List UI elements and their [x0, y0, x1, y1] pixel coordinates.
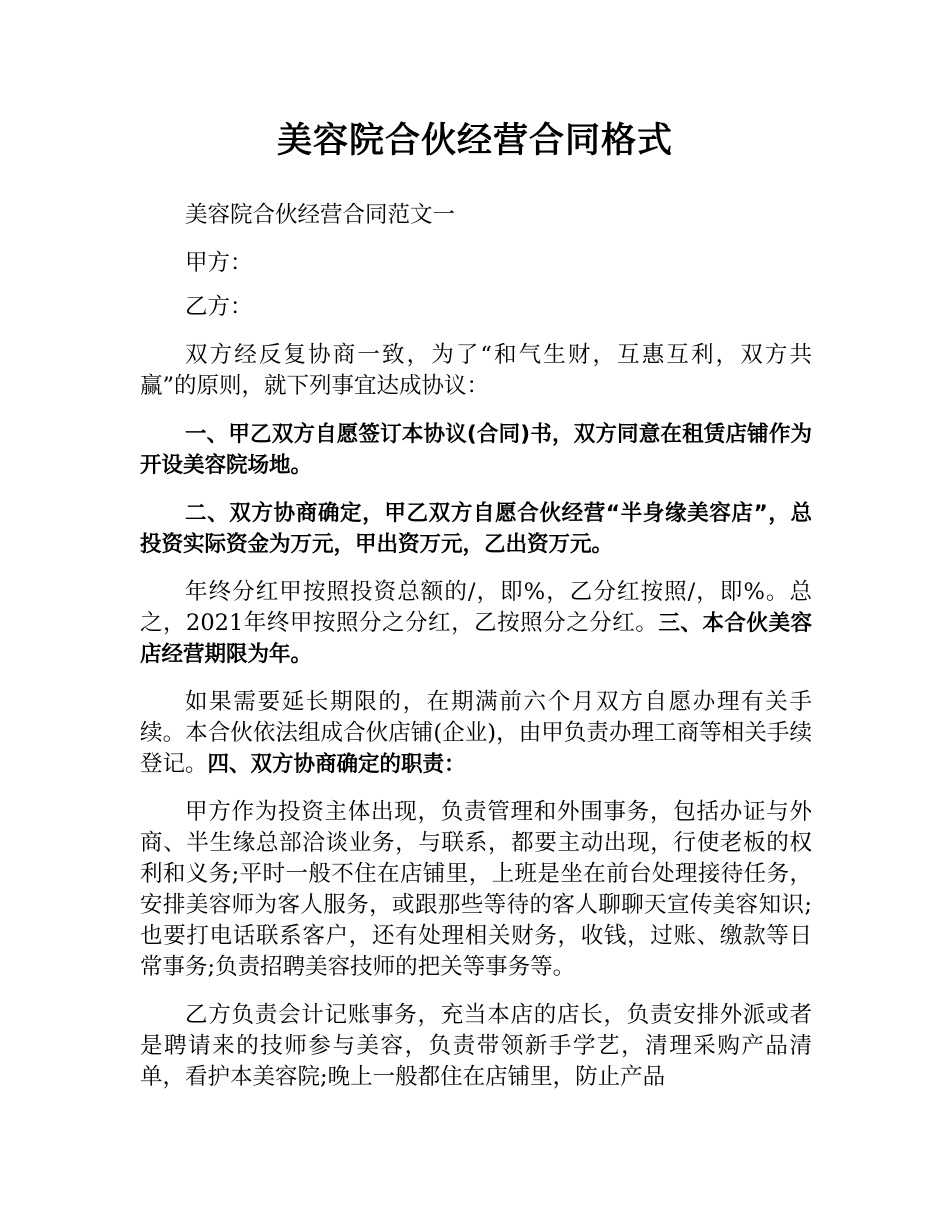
clause-4: 四、双方协商确定的职责： — [207, 752, 466, 777]
paragraph-preamble: 双方经反复协商一致，为了“和气生财，互惠互利，双方共赢”的原则，就下列事宜达成协议： — [140, 342, 812, 399]
paragraph-extension — [140, 687, 812, 780]
paragraph-party-a: 甲方： — [185, 250, 253, 276]
document-body — [140, 200, 812, 1110]
paragraph-party-a-duties: 甲方作为投资主体出现，负责管理和外围事务，包括办证与外商、半生缘总部洽谈业务，与联系，都要主动出现，行使老板的权利和义务;平时一般不住在店铺里，上班是坐在前台处理接待任务，安排美容师为客人服务，或跟那些等待的客人聊聊天宣传美容知识;也要打电话联系客户，还有处理相关财务，收钱，过账、缴款等日常事务;负责招聘美容技师的把关等事务等。 — [140, 799, 812, 980]
paragraph-party-b-duties: 乙方负责会计记账事务，充当本店的店长，负责安排外派或者是聘请来的技师参与美容，负责带领新手学艺，清理采购产品清单，看护本美容院;晚上一般都住在店铺里，防止产品 — [140, 1002, 812, 1090]
paragraph-subtitle: 美容院合伙经营合同范文一 — [185, 202, 456, 228]
document-title: 美容院合伙经营合同格式 — [276, 121, 673, 161]
paragraph-dividends — [140, 577, 812, 670]
dividends-text: 年终分红甲按照投资总额的/，即%，乙分红按照/，即%。总之，2021年终甲按照分之分红，乙按照分之分红。 — [140, 579, 812, 636]
extension-text: 如果需要延长期限的，在期满前六个月双方自愿办理有关手续。本合伙依法组成合伙店铺(企业)，由甲负责办理工商等相关手续登记。 — [140, 689, 812, 777]
clause-1: 一、甲乙双方自愿签订本协议(合同)书，双方同意在租赁店铺作为开设美容院场地。 — [140, 422, 812, 478]
clause-3: 三、本合伙美容店经营期限为年。 — [140, 611, 812, 667]
clause-2: 二、双方协商确定，甲乙双方自愿合伙经营“半身缘美容店”，总投资实际资金为万元，甲出资万元，乙出资万元。 — [140, 501, 812, 557]
paragraph-party-b: 乙方： — [185, 294, 253, 320]
